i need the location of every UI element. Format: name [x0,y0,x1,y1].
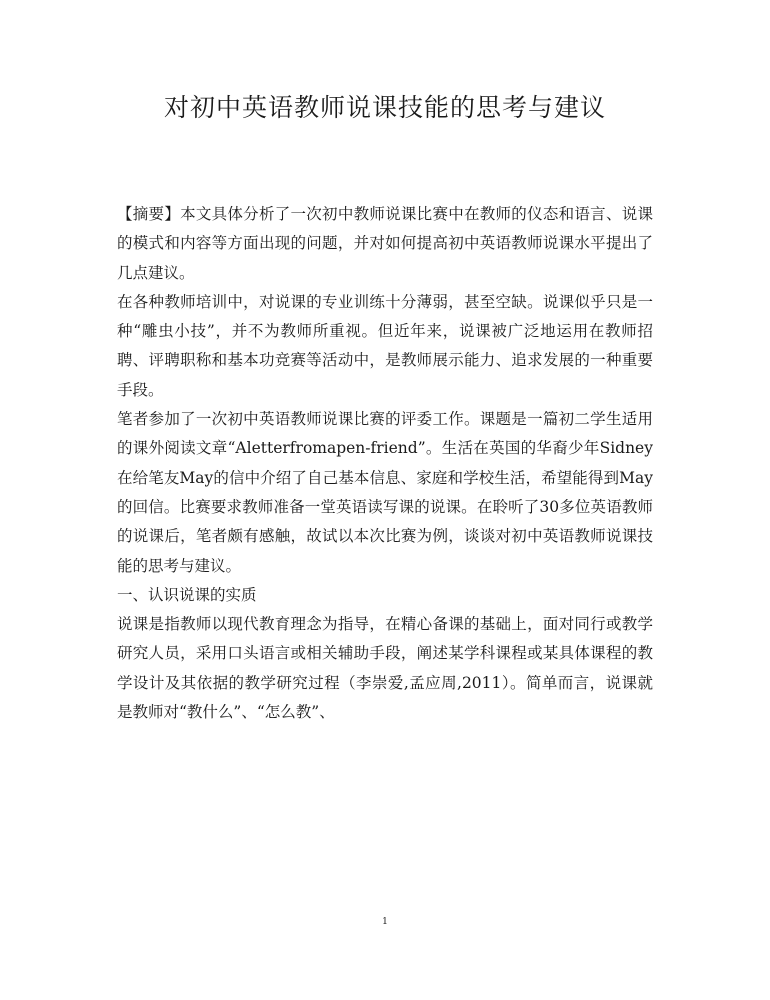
section-heading: 一、认识说课的实质 [117,585,257,604]
page-number: 1 [382,917,388,927]
page-title: 对初中英语教师说课技能的思考与建议 [163,93,606,122]
body-paragraph: 笔者参加了一次初中英语教师说课比赛的评委工作。课题是一篇初二学生适用的课外阅读文章“Aletterfromapen-friend”。生活在英国的华裔少年Sidney在给笔友May的信中介绍了自己基本信息、家庭和学校生活，希望能得到May的回信。比赛要求教师准备一堂英语读写课的说课。在聆听了30多位英语教师的说课后，笔者颇有感触，故试以本次比赛为例，谈谈对初中英语教师说课技能的思考与建议。 [117,410,653,575]
document-body [117,200,653,727]
body-paragraph: 说课是指教师以现代教育理念为指导，在精心备课的基础上，面对同行或教学研究人员，采用口头语言或相关辅助手段，阐述某学科课程或某具体课程的教学设计及其依据的教学研究过程（李崇爱,孟应周,2011）。简单而言，说课就是教师对“教什么”、“怎么教”、 [117,615,653,722]
body-paragraph: 在各种教师培训中，对说课的专业训练十分薄弱，甚至空缺。说课似乎只是一种“雕虫小技”，并不为教师所重视。但近年来，说课被广泛地运用在教师招聘、评聘职称和基本功竞赛等活动中，是教师展示能力、追求发展的一种重要手段。 [117,292,653,399]
abstract-paragraph: 【摘要】本文具体分析了一次初中教师说课比赛中在教师的仪态和语言、说课的模式和内容等方面出现的问题，并对如何提高初中英语教师说课水平提出了几点建议。 [117,205,653,282]
